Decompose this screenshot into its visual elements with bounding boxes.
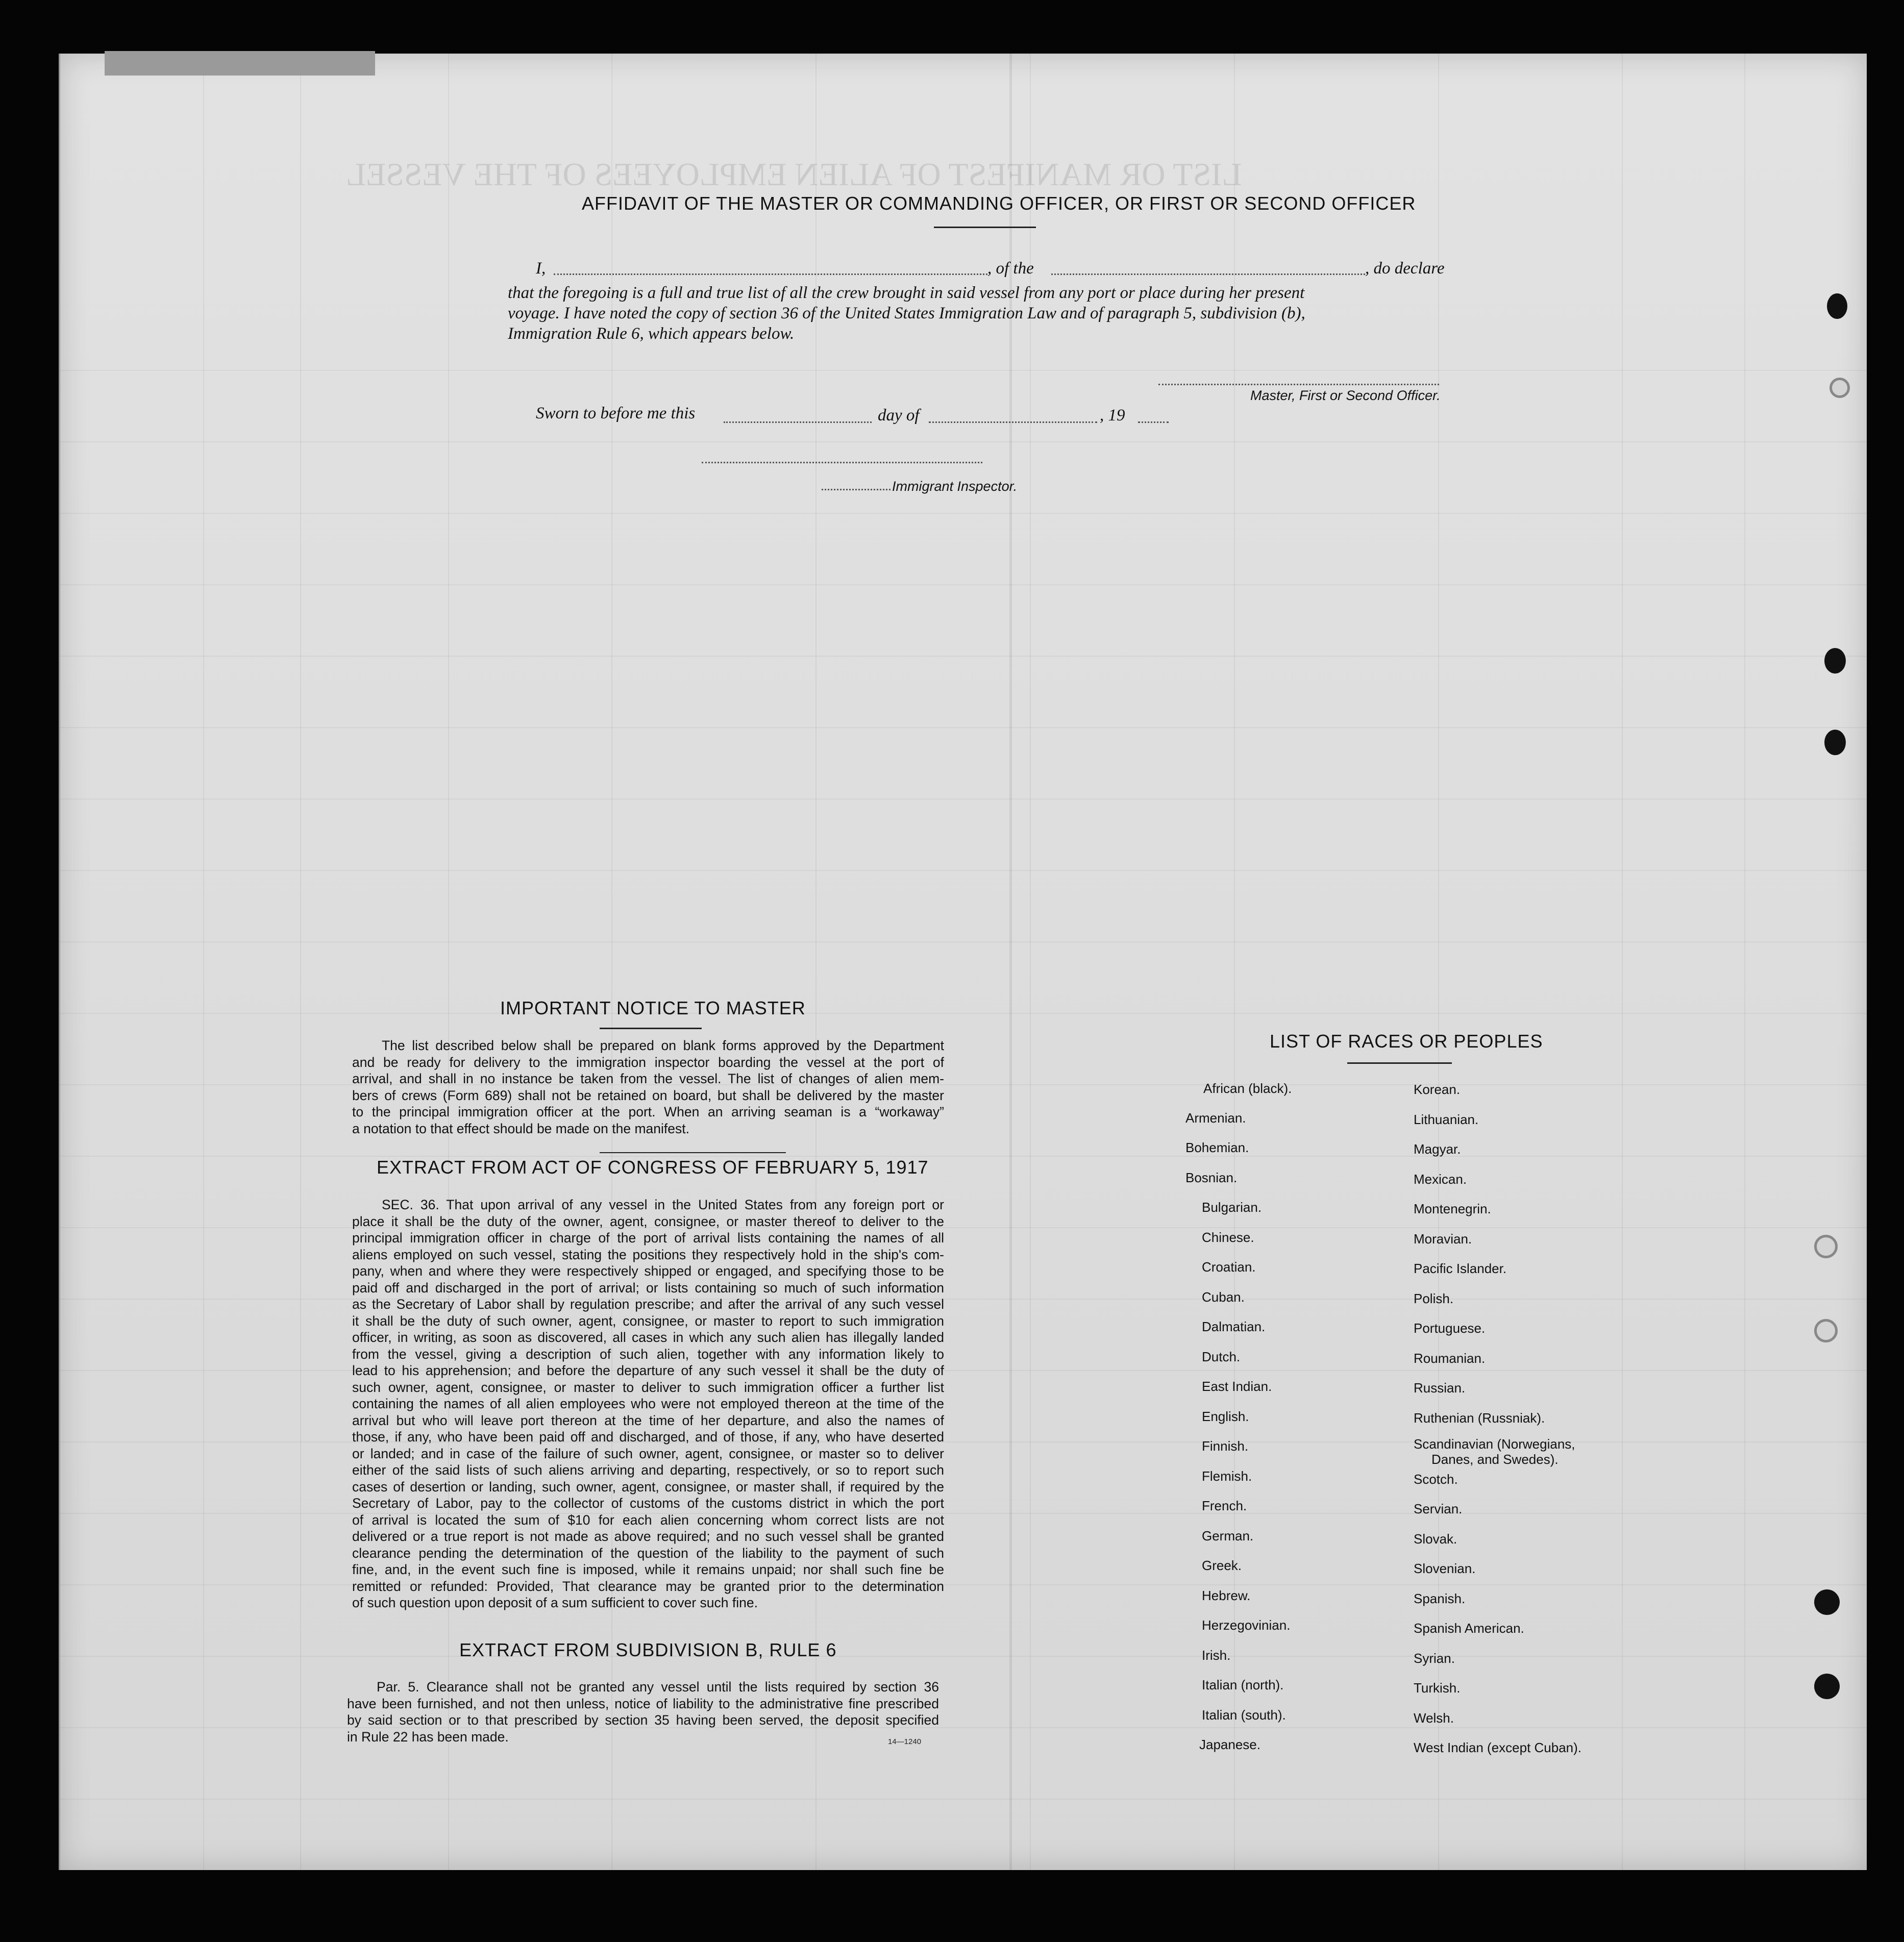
notice-line: and be ready for delivery to the immigration inspector boarding the vessel at the port of	[352, 1054, 944, 1070]
race-item: Moravian.	[1414, 1231, 1472, 1247]
race-item: Korean.	[1414, 1082, 1461, 1097]
race-item: African (black).	[1203, 1081, 1292, 1096]
act-line: as the Secretary of Labor shall by regulation prescribe; and after the arrival of any such vessel	[352, 1297, 944, 1312]
ghost-row-line	[60, 370, 1867, 371]
race-item: Turkish.	[1414, 1680, 1461, 1696]
rule-line: Par. 5. Clearance shall not be granted any vessel until the lists required by section 36	[377, 1679, 939, 1695]
rule-extract-title: EXTRACT FROM SUBDIVISION B, RULE 6	[459, 1639, 837, 1660]
race-item: Scandinavian (Norwegians,	[1414, 1436, 1575, 1452]
ghost-row-line	[60, 1084, 1867, 1085]
bleed-through-heading: LIST OR MANIFEST OF ALIEN EMPLOYEES OF THE VESSEL	[346, 156, 1242, 192]
binding-hole	[1814, 1319, 1838, 1342]
sworn-label: Sworn to before me this	[536, 404, 696, 422]
rule-line: by said section or to that prescribed by section 35 having been served, the deposit specified	[347, 1712, 939, 1728]
race-item: Armenian.	[1185, 1110, 1246, 1126]
act-line: Secretary of Labor, pay to the collector of customs of the customs district in which the port	[352, 1496, 944, 1511]
act-line: either of the said lists of such aliens arriving and departing, respectively, or so to report such	[352, 1462, 944, 1478]
master-signature-blank[interactable]	[1158, 384, 1439, 385]
binding-hole	[1827, 293, 1847, 319]
race-item: Slovak.	[1414, 1531, 1457, 1547]
race-item: Montenegrin.	[1414, 1201, 1491, 1216]
ghost-column-line	[1622, 54, 1623, 1870]
race-item: Pacific Islander.	[1414, 1261, 1507, 1276]
ghost-row-line	[60, 1513, 1867, 1514]
race-item: Scotch.	[1414, 1472, 1458, 1487]
act-extract-title: EXTRACT FROM ACT OF CONGRESS OF FEBRUARY 5, 1917	[377, 1157, 929, 1178]
name-blank[interactable]	[554, 273, 987, 275]
ghost-column-line	[300, 54, 301, 1870]
races-title: LIST OF RACES OR PEOPLES	[1270, 1031, 1543, 1052]
notice-line: The list described below shall be prepared on blank forms approved by the Department	[382, 1038, 944, 1053]
day-of-label: day of	[878, 406, 920, 425]
races-underline	[1347, 1062, 1452, 1064]
act-line: of such question upon deposit of a sum sufficient to cover such fine.	[352, 1595, 758, 1610]
ghost-column-line	[1030, 54, 1031, 1870]
title-underline	[934, 227, 1036, 228]
race-item: Herzegovinian.	[1202, 1617, 1291, 1633]
month-blank[interactable]	[929, 421, 1097, 423]
master-signature-label: Master, First or Second Officer.	[1250, 388, 1441, 403]
ghost-row-line	[60, 1370, 1867, 1371]
act-line: delivered or a true report is not made as above required; and no such vessel shall be granted	[352, 1529, 944, 1544]
inspector-label: Immigrant Inspector.	[892, 479, 1018, 494]
act-line: clearance pending the determination of the question of the liability to the payment of such	[352, 1545, 944, 1561]
race-item: Bulgarian.	[1202, 1200, 1262, 1215]
binding-hole	[1829, 378, 1850, 398]
vessel-blank[interactable]	[1051, 273, 1365, 275]
race-item: Italian (south).	[1202, 1707, 1286, 1723]
act-line: such owner, agent, consignee, or master to deliver to such immigration officer a further list	[352, 1379, 944, 1395]
affidavit-line: that the foregoing is a full and true list of all the crew brought in said vessel from any port or place during her present	[508, 284, 1305, 302]
act-line: arrival but who will leave port thereon at the time of her departure, and also the names of	[352, 1412, 944, 1428]
race-item: Spanish.	[1414, 1591, 1466, 1606]
inspector-signature-blank[interactable]	[702, 462, 982, 463]
act-line: from the vessel, giving a description of such alien, together with any information likely to	[352, 1346, 944, 1362]
affidavit-declare: , do declare	[1365, 259, 1445, 278]
notice-line: a notation to that effect should be made on the manifest.	[352, 1121, 689, 1136]
day-blank[interactable]	[724, 421, 872, 423]
affidavit-title: AFFIDAVIT OF THE MASTER OR COMMANDING OFFICER, OR FIRST OR SECOND OFFICER	[582, 193, 1416, 214]
ghost-row-line	[60, 1656, 1867, 1657]
section-divider	[600, 1152, 786, 1153]
ghost-row-line	[60, 1799, 1867, 1800]
rule-line: have been furnished, and not then unless, notice of liability to the administrative fine prescribed	[347, 1696, 939, 1711]
race-item: Italian (north).	[1202, 1677, 1284, 1692]
binding-hole	[1814, 1589, 1840, 1615]
ghost-row-line	[60, 513, 1867, 514]
rule-extract-text	[347, 1679, 939, 1745]
ghost-row-line	[60, 1227, 1867, 1228]
ghost-row-line	[60, 1156, 1867, 1157]
year-blank[interactable]	[1138, 421, 1169, 423]
race-item: Croatian.	[1202, 1259, 1256, 1275]
act-line: officer, in writing, as soon as discovered, all cases in which any such alien has illegally landed	[352, 1330, 944, 1345]
race-item: Russian.	[1414, 1380, 1466, 1396]
race-item: Flemish.	[1202, 1468, 1252, 1484]
ghost-row-line	[60, 727, 1867, 728]
race-item: Danes, and Swedes).	[1431, 1452, 1559, 1467]
race-item: Irish.	[1202, 1648, 1231, 1663]
affidavit-line: Immigration Rule 6, which appears below.	[508, 325, 795, 343]
race-item: Magyar.	[1414, 1141, 1461, 1157]
race-item: Japanese.	[1199, 1737, 1260, 1752]
ghost-row-line	[60, 870, 1867, 871]
act-line: containing the names of all alien employees who were not employed thereon at the time of the	[352, 1396, 944, 1411]
notice-line: arrival, and shall in no instance be taken from the vessel. The list of changes of alien mem-	[352, 1071, 944, 1086]
year-prefix: , 19	[1100, 406, 1125, 425]
act-line: those, if any, who have been paid off and discharged, and of those, if any, who have deserted	[352, 1429, 944, 1445]
ghost-row-line	[60, 1441, 1867, 1442]
archive-label-strip	[105, 51, 375, 76]
race-item: German.	[1202, 1528, 1254, 1543]
binding-hole	[1814, 1674, 1840, 1699]
ghost-row-line	[60, 1584, 1867, 1585]
notice-text	[352, 1037, 944, 1137]
race-item: Welsh.	[1414, 1710, 1454, 1726]
race-item: Cuban.	[1202, 1289, 1245, 1305]
binding-hole	[1824, 730, 1846, 755]
race-item: Slovenian.	[1414, 1561, 1476, 1576]
act-line: pany, when and where they were respectively shipped or engaged, and specifying those to be	[352, 1263, 944, 1279]
binding-hole	[1824, 648, 1846, 674]
race-item: Dalmatian.	[1202, 1319, 1266, 1334]
act-line: principal immigration officer in charge of the port of arrival lists containing the names of all	[352, 1230, 944, 1246]
act-line: place it shall be the duty of the owner, agent, consignee, or master thereof to deliver to the	[352, 1213, 944, 1229]
ghost-column-line	[203, 54, 204, 1870]
inspector-prefix-blank[interactable]	[822, 489, 891, 490]
ghost-row-line	[60, 584, 1867, 585]
race-item: Finnish.	[1202, 1438, 1249, 1454]
notice-underline	[600, 1028, 702, 1029]
form-number: 14—1240	[888, 1737, 922, 1746]
race-item: Greek.	[1202, 1558, 1242, 1573]
act-line: fine, and, in the event such fine is imposed, while it remains unpaid; nor shall such fine be	[352, 1562, 944, 1577]
affidavit-i: I,	[536, 259, 546, 278]
ghost-row-line	[60, 1727, 1867, 1728]
race-item: Roumanian.	[1414, 1351, 1486, 1366]
race-item: Spanish American.	[1414, 1621, 1524, 1636]
race-item: English.	[1202, 1409, 1249, 1424]
notice-line: to the principal immigration officer at the port. When an arriving seaman is a “workaway”	[352, 1104, 944, 1119]
act-line: cases of desertion or landing, such owner, agent, consignee, or master shall, if required by the	[352, 1479, 944, 1495]
race-item: Lithuanian.	[1414, 1112, 1479, 1127]
race-item: West Indian (except Cuban).	[1414, 1740, 1582, 1755]
race-item: East Indian.	[1202, 1379, 1272, 1394]
act-line: lead to his apprehension; and before the departure of any such vessel it shall be the duty of	[352, 1363, 944, 1378]
act-line: or landed; and in case of the failure of such owner, agent, consignee, or master so to deliver	[352, 1446, 944, 1461]
ghost-row-line	[60, 941, 1867, 942]
ghost-column-line	[1744, 54, 1745, 1870]
act-line: remitted or refunded: Provided, That clearance may be granted prior to the determination	[352, 1578, 944, 1594]
race-item: Ruthenian (Russniak).	[1414, 1410, 1545, 1426]
ghost-row-line	[60, 1299, 1867, 1300]
paper-fold	[1009, 54, 1012, 1870]
race-item: Bosnian.	[1185, 1170, 1238, 1185]
notice-line: bers of crews (Form 689) shall not be retained on board, but shall be delivered by the master	[352, 1087, 944, 1103]
notice-title: IMPORTANT NOTICE TO MASTER	[500, 998, 806, 1018]
act-line: it shall be the duty of such owner, agent, consignee, or master to report to such immigration	[352, 1313, 944, 1329]
affidavit-line: voyage. I have noted the copy of section 36 of the United States Immigration Law and of paragraph 5, subdivision (b),	[508, 304, 1305, 322]
ghost-row-line	[60, 799, 1867, 800]
act-extract-text	[352, 1197, 944, 1611]
act-line: paid off and discharged in the port of arrival; or lists containing so much of such information	[352, 1280, 944, 1296]
race-item: Syrian.	[1414, 1651, 1455, 1666]
manifest-sheet	[59, 54, 1867, 1870]
binding-hole	[1814, 1235, 1838, 1258]
race-item: Bohemian.	[1185, 1140, 1249, 1155]
race-item: Mexican.	[1414, 1172, 1467, 1187]
act-line: of arrival is located the sum of $10 for each alien concerning whom correct lists are not	[352, 1512, 944, 1528]
act-line: SEC. 36. That upon arrival of any vessel in the United States from any foreign port or	[382, 1197, 944, 1212]
affidavit-of-the: , of the	[987, 259, 1034, 278]
race-item: Portuguese.	[1414, 1321, 1486, 1336]
ghost-row-line	[60, 441, 1867, 442]
race-item: Chinese.	[1202, 1230, 1254, 1245]
race-item: Polish.	[1414, 1291, 1454, 1306]
race-item: Dutch.	[1202, 1349, 1241, 1364]
race-item: French.	[1202, 1498, 1247, 1513]
race-item: Servian.	[1414, 1501, 1463, 1516]
act-line: aliens employed on such vessel, stating the positions they respectively hold in the ship's com-	[352, 1247, 944, 1262]
ghost-row-line	[60, 656, 1867, 657]
race-item: Hebrew.	[1202, 1588, 1251, 1603]
ghost-row-line	[60, 1013, 1867, 1014]
rule-line: in Rule 22 has been made.	[347, 1729, 509, 1745]
